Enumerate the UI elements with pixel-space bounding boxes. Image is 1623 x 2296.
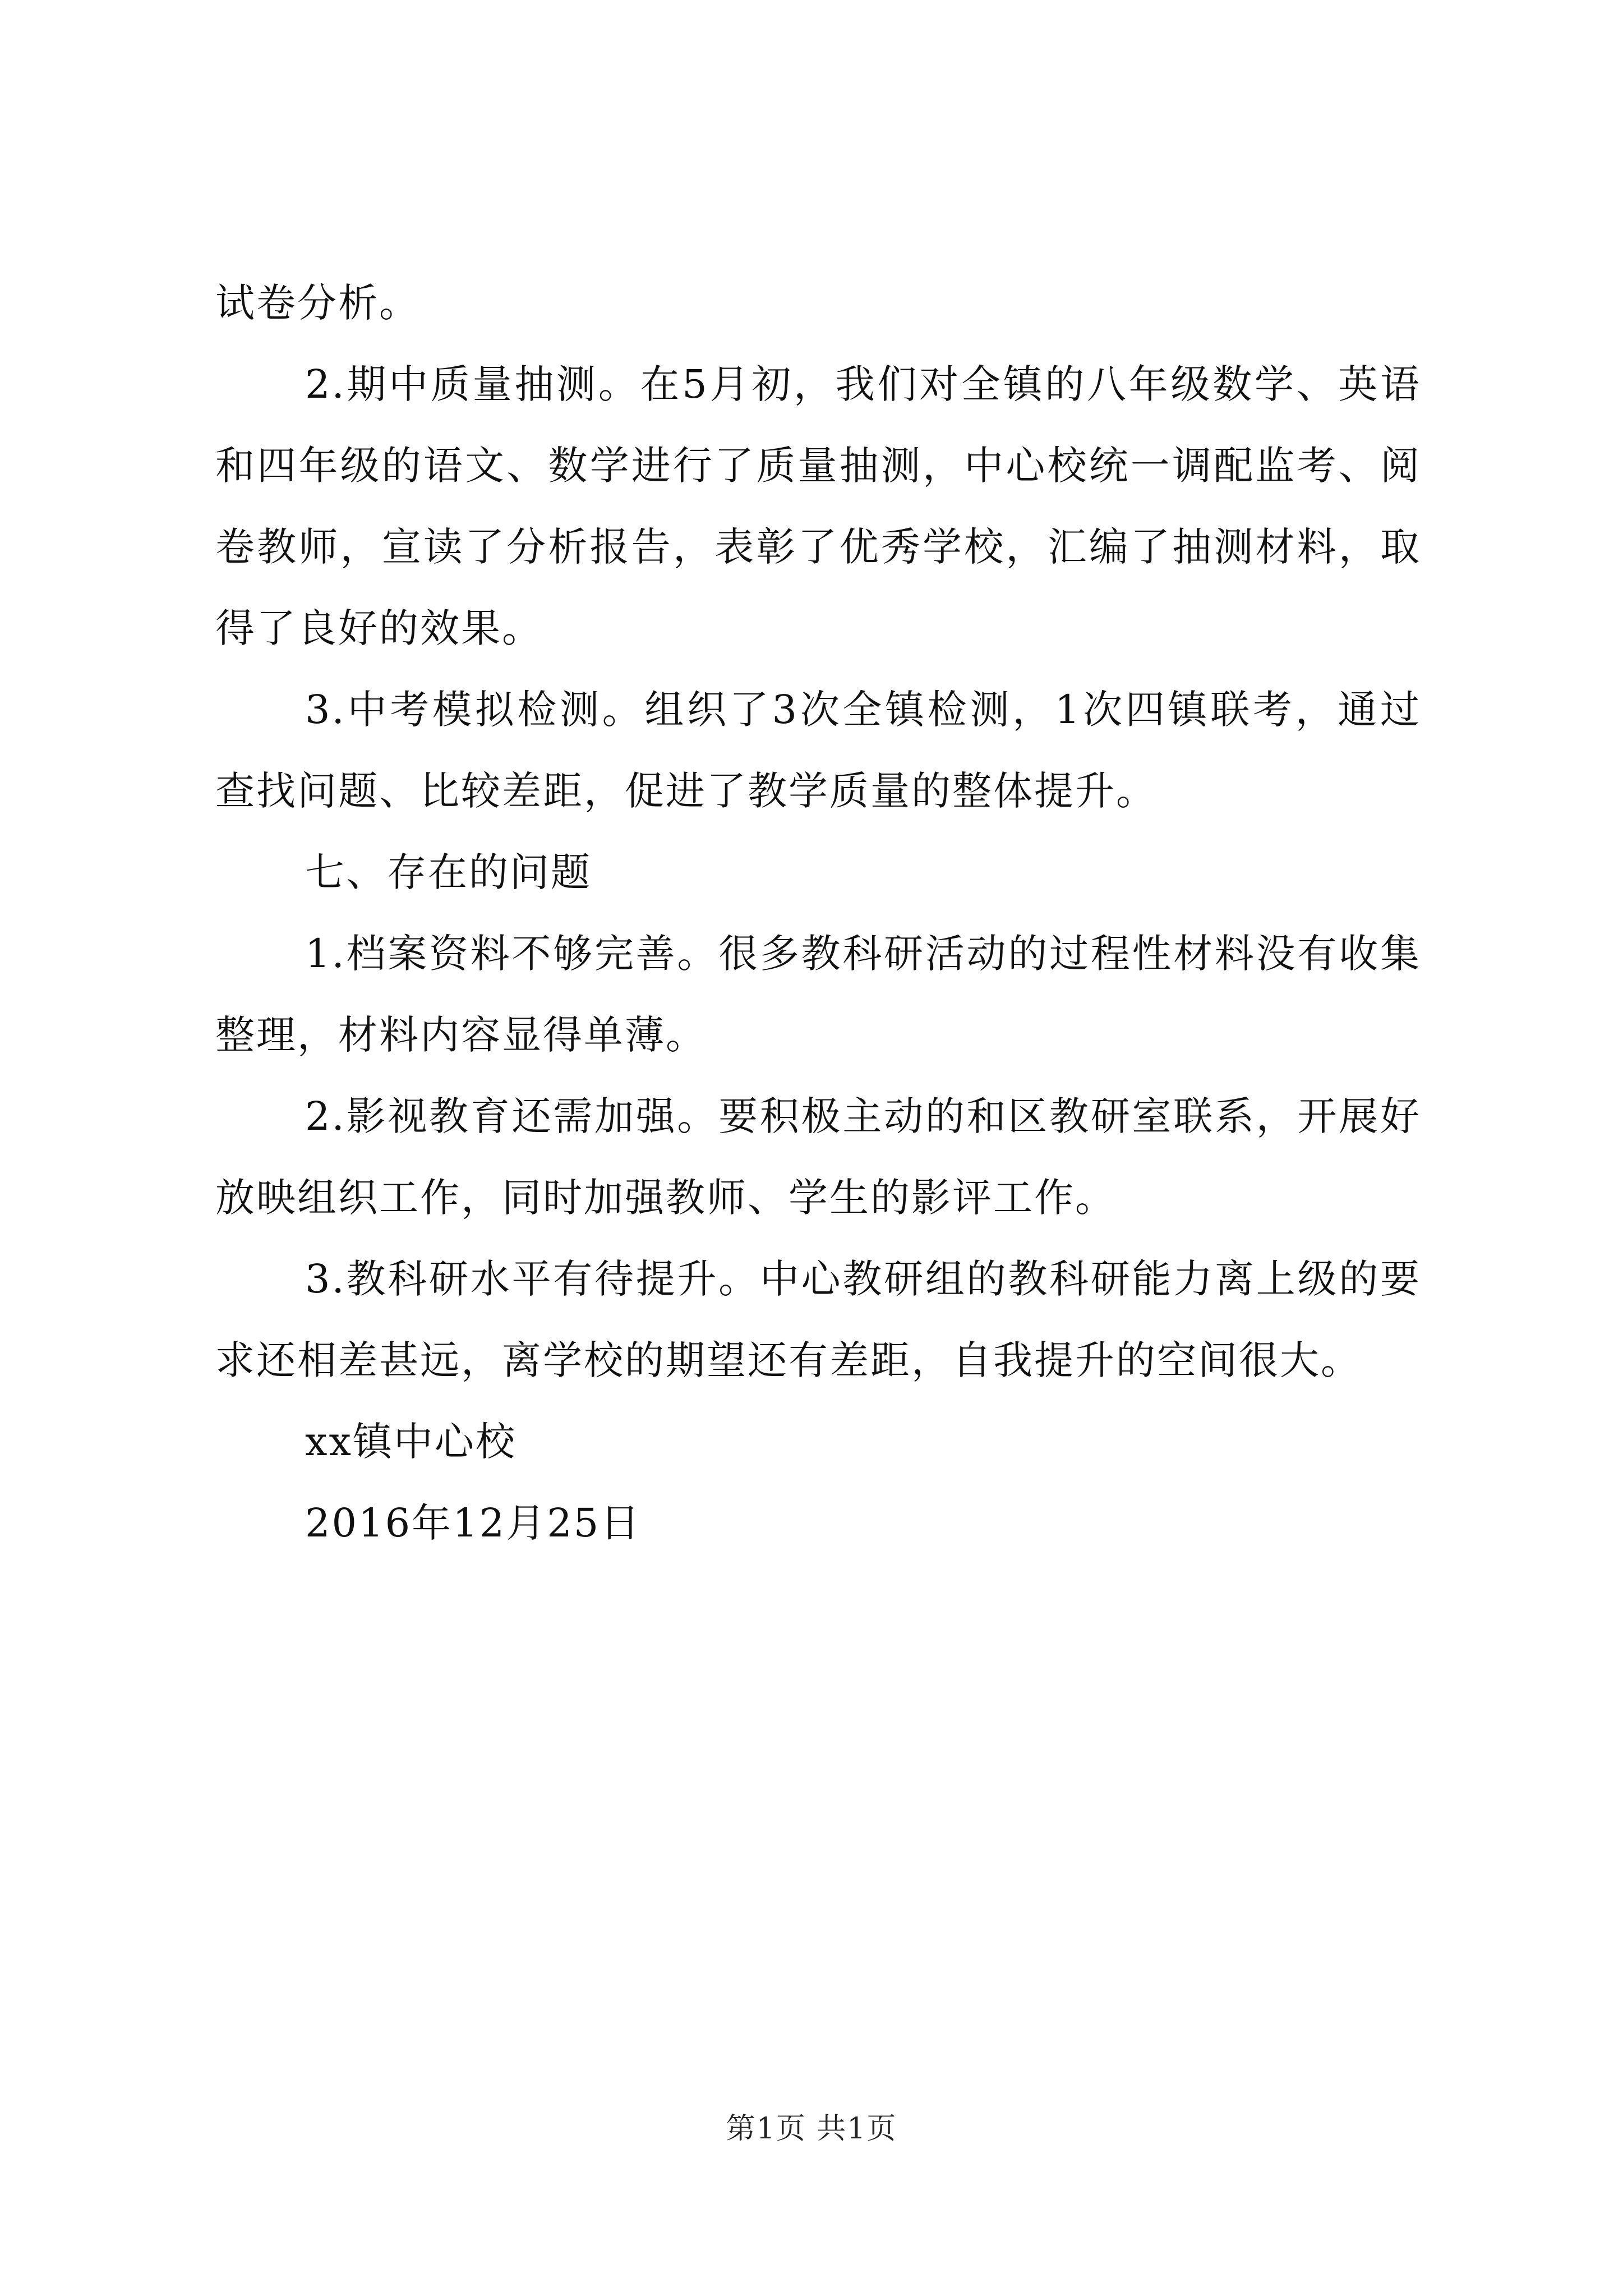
- signature-date: 2016年12月25日: [305, 1500, 642, 1546]
- paragraph-continuation: 试卷分析。: [215, 280, 420, 326]
- paragraph-archive-issue: 1.档案资料不够完善。很多教科研活动的过程性材料没有收集整理，材料内容显得单薄。: [215, 931, 1421, 1058]
- page-footer: 第1页 共1页: [726, 2112, 897, 2146]
- paragraph-research-level: 3.教科研水平有待提升。中心教研组的教科研能力离上级的要求还相差甚远，离学校的期望还有差距，自我提升的空间很大。: [215, 1256, 1421, 1383]
- paragraph-film-education: 2.影视教育还需加强。要积极主动的和区教研室联系，开展好放映组织工作，同时加强教师、学生的影评工作。: [215, 1093, 1421, 1221]
- document-body: [215, 263, 1421, 1564]
- section-heading-problems: 七、存在的问题: [305, 849, 592, 895]
- paragraph-mock-exam: 3.中考模拟检测。组织了3次全镇检测，1次四镇联考，通过查找问题、比较差距，促进了教学质量的整体提升。: [215, 687, 1421, 814]
- signature-organization: xx镇中心校: [305, 1419, 517, 1465]
- paragraph-midterm-test: 2.期中质量抽测。在5月初，我们对全镇的八年级数学、英语和四年级的语文、数学进行了质量抽测，中心校统一调配监考、阅卷教师，宣读了分析报告，表彰了优秀学校，汇编了抽测材料，取得了良好的效果。: [215, 361, 1421, 651]
